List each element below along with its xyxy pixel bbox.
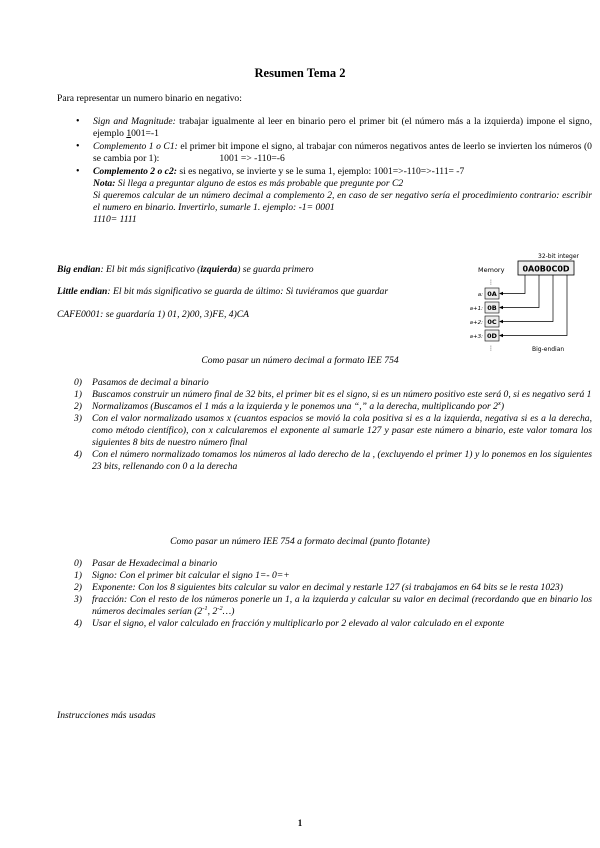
memory-cell-3-text: 0D bbox=[487, 332, 497, 340]
float-step bbox=[57, 594, 592, 618]
addr-a3: a+3: bbox=[470, 334, 483, 340]
step-number: 1) bbox=[74, 389, 82, 400]
step-text-end: …) bbox=[222, 606, 235, 617]
list-item-nota bbox=[66, 178, 592, 190]
iee-section-heading: Como pasar un número decimal a formato IEE 754 bbox=[201, 355, 399, 366]
term-sign-magnitude: Sign and Magnitude: bbox=[93, 116, 176, 127]
step-text: Exponente: Con los 8 siguientes bits calcular su valor en decimal y restarle 127 (si trabajamos en 64 bits se le resta 1023) bbox=[92, 582, 563, 593]
big-endian-label: Big endian bbox=[57, 264, 101, 275]
iee-steps-list bbox=[57, 377, 592, 473]
list-item-c2 bbox=[66, 166, 592, 178]
step-number: 2) bbox=[74, 401, 82, 412]
big-endian-text-c: ) se guarda primero bbox=[237, 264, 314, 275]
diagram-int-label: 32-bit integer bbox=[538, 253, 580, 260]
diagram-arrows bbox=[501, 275, 567, 336]
step-number: 3) bbox=[74, 594, 82, 605]
step-superscript: -2 bbox=[217, 604, 223, 612]
step-text: Con el valor normalizado usamos x (cuantos espacios se movió la cola positiva si es a la izquierda, negativa si es a la derecha, como método científico), con x calcularemos el exponente al sumarle 127 y pasar este número a binario, este valor tomara los siguientes 8 bits de nuestro número final bbox=[92, 413, 592, 448]
c2-text: si es negativo, se invierte y se le suma 1, ejemplo: 1001=>-110=>-111= -7 bbox=[176, 166, 465, 177]
instrucciones-heading: Instrucciones más usadas bbox=[57, 710, 156, 721]
cafe-example: CAFE0001: se guardaría 1) 01, 2)00, 3)FE, 4)CA bbox=[57, 309, 250, 320]
step-number: 4) bbox=[74, 618, 82, 629]
diagram-int-value: 0A0B0C0D bbox=[522, 264, 570, 274]
memory-cell-0-text: 0A bbox=[487, 290, 497, 298]
memory-cell-2-text: 0C bbox=[487, 318, 497, 326]
iee-step bbox=[57, 401, 592, 413]
negative-representation-list bbox=[66, 116, 592, 226]
float-step bbox=[57, 618, 592, 630]
c2-procedure-text: Si queremos calcular de un número decimal a complemento 2, en caso de ser negativo sería el procedimiento contrario: escribir el numero en binario. Invertirlo, sumarle 1. ejemplo: -1= 0001 bbox=[93, 190, 592, 213]
big-endian-text-bold: izquierda bbox=[200, 264, 238, 275]
step-number: 2) bbox=[74, 582, 82, 593]
step-number: 1) bbox=[74, 570, 82, 581]
float-section-heading: Como pasar un número IEE 754 a formato decimal (punto flotante) bbox=[170, 536, 430, 547]
big-endian-text-a: : El bit más significativo ( bbox=[100, 264, 201, 275]
step-number: 0) bbox=[74, 558, 82, 569]
memory-cell-1-text: 0B bbox=[487, 304, 497, 312]
addr-a1: a+1: bbox=[470, 306, 483, 312]
iee-step bbox=[57, 413, 592, 449]
step-text: Normalizamos (Buscamos el 1 más a la izquierda y le ponemos una “,” a la derecha, multiplicando por 2 bbox=[92, 401, 498, 412]
diagram-arrowheads bbox=[499, 292, 503, 337]
sign-magnitude-text: trabajar igualmente al leer en binario pero el primer bit (el número más a la izquierda) impone el signo, ejemplo bbox=[93, 116, 592, 139]
step-number: 0) bbox=[74, 377, 82, 388]
diagram-caption: Big-endian bbox=[532, 346, 565, 353]
step-text: Signo: Con el primer bit calcular el signo 1=- 0=+ bbox=[92, 570, 290, 581]
step-text: Usar el signo, el valor calculado en fracción y multiplicarlo por 2 elevado al valor calculado en el exponte bbox=[92, 618, 505, 629]
page-title: Resumen Tema 2 bbox=[254, 66, 346, 80]
memory-addresses bbox=[470, 292, 483, 340]
float-step bbox=[57, 558, 592, 570]
iee-step bbox=[57, 449, 592, 473]
intro-text: Para representar un numero binario en negativo: bbox=[57, 93, 242, 104]
addr-a2: a+2: bbox=[470, 320, 483, 326]
c1-text: el primer bit impone el signo, al trabajar con números negativos antes de leerlo se invierten los números (0 se cambia por 1): bbox=[93, 141, 592, 164]
step-text: Pasamos de decimal a binario bbox=[92, 377, 209, 388]
step-text-end: ) bbox=[500, 401, 505, 412]
nota-label: Nota: bbox=[93, 178, 116, 189]
step-superscript: x bbox=[497, 399, 501, 407]
float-steps-list bbox=[57, 558, 592, 630]
step-text: fracción: Con el resto de los números ponerle un 1, a la izquierda y calcular su valor en decimal (recordando que en binario los números decimales serían (2 bbox=[92, 594, 592, 617]
nota-text: Si llega a preguntar alguno de estos es más probable que pregunte por C2 bbox=[115, 178, 404, 189]
diagram-memory-label: Memory bbox=[478, 266, 505, 274]
page-number: 1 bbox=[297, 818, 303, 828]
list-item-sign-magnitude bbox=[66, 116, 592, 140]
sign-bit-underlined: 1 bbox=[126, 128, 132, 139]
step-superscript: -1 bbox=[202, 604, 208, 612]
float-step bbox=[57, 570, 592, 582]
c1-example: 1001 => -110=-6 bbox=[219, 153, 285, 164]
list-item-c1 bbox=[66, 141, 592, 165]
list-item-nota-2 bbox=[66, 190, 592, 214]
diagram-dots-bottom: ⋮ bbox=[488, 345, 494, 352]
sign-magnitude-example: 001=-1 bbox=[131, 128, 159, 139]
step-text-mid: , 2 bbox=[207, 606, 218, 617]
diagram-dots-top: ⋮ bbox=[488, 279, 494, 286]
step-number: 3) bbox=[74, 413, 82, 424]
step-text: Buscamos construir un número final de 32 bits, el primer bit es el signo, si es un número positivo este será 0, si es negativo será 1 bbox=[92, 389, 592, 400]
term-c2: Complemento 2 o c2: bbox=[93, 166, 177, 177]
memory-cells bbox=[485, 288, 499, 341]
iee-step bbox=[57, 389, 592, 401]
addr-a: a: bbox=[477, 292, 483, 298]
iee-step bbox=[57, 377, 592, 389]
big-endian-line bbox=[57, 264, 477, 276]
list-item-nota-3 bbox=[66, 214, 592, 226]
c2-procedure-example: 1110= 1111 bbox=[93, 214, 137, 225]
step-text: Pasar de Hexadecimal a binario bbox=[92, 558, 218, 569]
term-c1: Complemento 1 o C1: bbox=[93, 141, 178, 152]
little-endian-label: Little endian bbox=[57, 286, 108, 297]
little-endian-line bbox=[57, 286, 477, 298]
step-text: Con el número normalizado tomamos los números al lado derecho de la , (excluyendo el primer 1) y lo ponemos en los siguientes 23 bits, rellenando con 0 a la derecha bbox=[92, 449, 592, 472]
little-endian-text: : El bit más significativo se guarda de último: Si tuviéramos que guardar bbox=[107, 286, 389, 297]
step-number: 4) bbox=[74, 449, 82, 460]
float-step bbox=[57, 582, 592, 594]
big-endian-diagram bbox=[470, 250, 595, 355]
